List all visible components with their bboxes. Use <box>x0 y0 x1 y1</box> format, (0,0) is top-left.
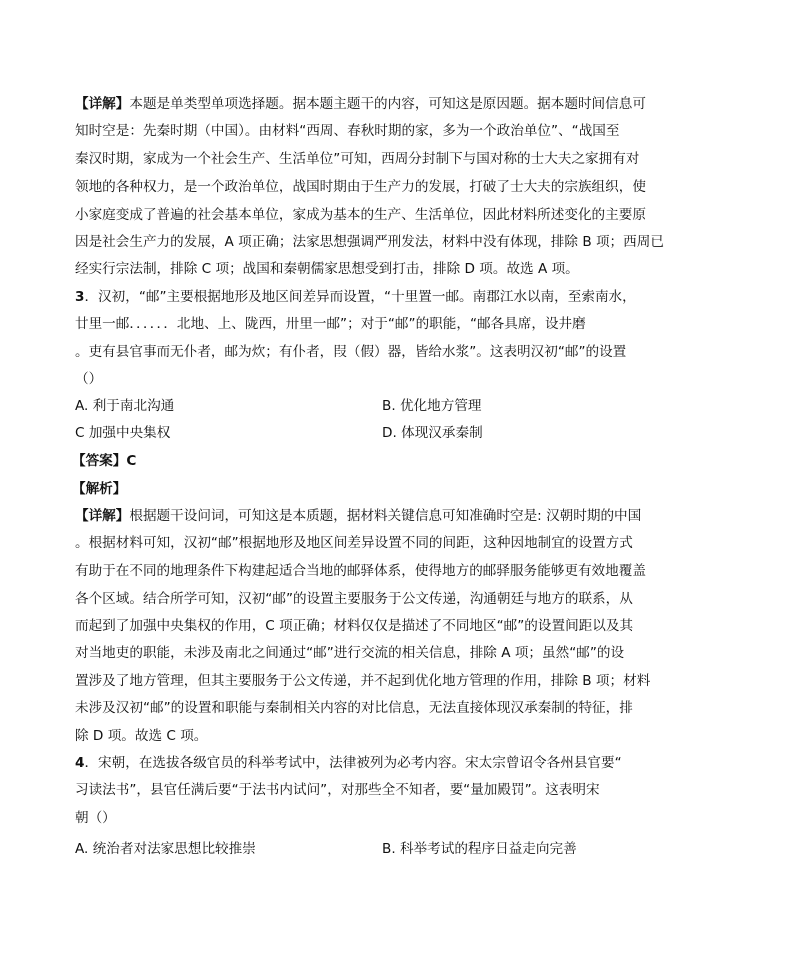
q3-stem-line-2: 廿里一邮．．．．．．北地、上、陇西，卅里一邮”；对于“邮”的职能，“邮各具席，设井磨 <box>75 316 586 332</box>
q4-stem-line-2: 习读法书”，县官任满后要“于法书内试问”，对那些全不知者，要“量加殿罚”。这表明宋 <box>75 782 600 798</box>
q4-option-b: B. 科举考试的程序日益走向完善 <box>382 841 577 857</box>
q3-detail-line-3: 有助于在不同的地理条件下构建起适合当地的邮驿体系，使得地方的邮驿服务能够更有效地覆盖 <box>75 563 646 579</box>
q3-detail-line-2: 。根据材料可知，汉初“邮”根据地形及地区间差异设置不同的间距，这种因地制宜的设置方式 <box>75 535 633 551</box>
q3-option-b: B. 优化地方管理 <box>382 398 482 414</box>
q3-stem-line-3: 。吏有县官事而无仆者，邮为炊；有仆者，叚（假）器，皆给水浆”。这表明汉初“邮”的设置 <box>75 344 627 360</box>
q2-detail-line-6: 因是社会生产力的发展，A 项正确；法家思想强调严刑发法，材料中没有体现，排除 B 项；西周已 <box>75 234 664 250</box>
q3-option-c: C 加强中央集权 <box>75 425 171 441</box>
q2-detail-line-7: 经实行宗法制，排除 C 项；战国和秦朝儒家思想受到打击，排除 D 项。故选 A 项。 <box>75 261 579 277</box>
q3-stem-text: ．汉初，“邮”主要根据地形及地区间差异而设置，“十里置一邮。南郡江水以南，至索南水， <box>84 289 636 305</box>
q2-detail-tag: 【详解】 <box>75 96 130 112</box>
q3-answer-tag: 【答案】 <box>72 453 127 469</box>
q3-answer-line <box>72 451 672 471</box>
q3-detail-line-7: 置涉及了地方管理，但其主要服务于公文传递，并不起到优化地方管理的作用，排除 B 项；材料 <box>75 673 651 689</box>
q3-detail-line-6: 对当地吏的职能，未涉及南北之间通过“邮”进行交流的相关信息，排除 A 项；虽然“邮”的设 <box>75 645 625 661</box>
q4-number: 4 <box>75 755 85 771</box>
q3-number: 3 <box>75 289 85 305</box>
q3-option-d: D. 体现汉承秦制 <box>382 425 483 441</box>
q3-analysis-tag: 【解析】 <box>72 481 127 497</box>
q2-detail-line-2: 知时空是：先秦时期（中国）。由材料“西周、春秋时期的家，多为一个政治单位”、“战国至 <box>75 123 620 139</box>
q4-option-a: A. 统治者对法家思想比较推崇 <box>75 841 256 857</box>
q3-answer-value: C <box>126 453 137 469</box>
q2-detail-line-1 <box>75 94 675 114</box>
q3-stem-line-1 <box>75 287 675 307</box>
q2-detail-line-3: 秦汉时期，家成为一个社会生产、生活单位”可知，西周分封制下与国对称的士大夫之家拥有对 <box>75 151 640 167</box>
q3-detail-line-9: 除 D 项。故选 C 项。 <box>75 728 208 744</box>
q3-option-a: A. 利于南北沟通 <box>75 398 175 414</box>
q4-stem-text: ．宋朝，在选拔各级官员的科举考试中，法律被列为必考内容。宋太宗曾诏令各州县官要“ <box>84 755 622 771</box>
q4-stem-line-1 <box>75 753 675 773</box>
q3-detail-line-4: 各个区域。结合所学可知，汉初“邮”的设置主要服务于公文传递，沟通朝廷与地方的联系，从 <box>75 591 633 607</box>
q3-stem-line-4: （） <box>75 371 103 387</box>
q2-detail-text: 本题是单类型单项选择题。据本题主题干的内容，可知这是原因题。据本题时间信息可 <box>129 96 646 112</box>
q3-detail-text: 根据题干设问词，可知这是本质题，据材料关键信息可知准确时空是: 汉朝时期的中国 <box>129 508 642 524</box>
q3-detail-tag: 【详解】 <box>75 508 130 524</box>
q3-detail-line-8: 未涉及汉初“邮”的设置和职能与秦制相关内容的对比信息，无法直接体现汉承秦制的特征，排 <box>75 700 633 716</box>
q3-detail-line-1 <box>75 506 675 526</box>
q2-detail-line-5: 小家庭变成了普遍的社会基本单位，家成为基本的生产、生活单位，因此材料所述变化的主要原 <box>75 207 646 223</box>
q2-detail-line-4: 领地的各种权力，是一个政治单位，战国时期由于生产力的发展，打破了士大夫的宗族组织，使 <box>75 179 646 195</box>
q4-stem-line-3: 朝（） <box>75 810 116 826</box>
q3-detail-line-5: 而起到了加强中央集权的作用，C 项正确；材料仅仅是描述了不同地区“邮”的设置间距以及其 <box>75 618 634 634</box>
